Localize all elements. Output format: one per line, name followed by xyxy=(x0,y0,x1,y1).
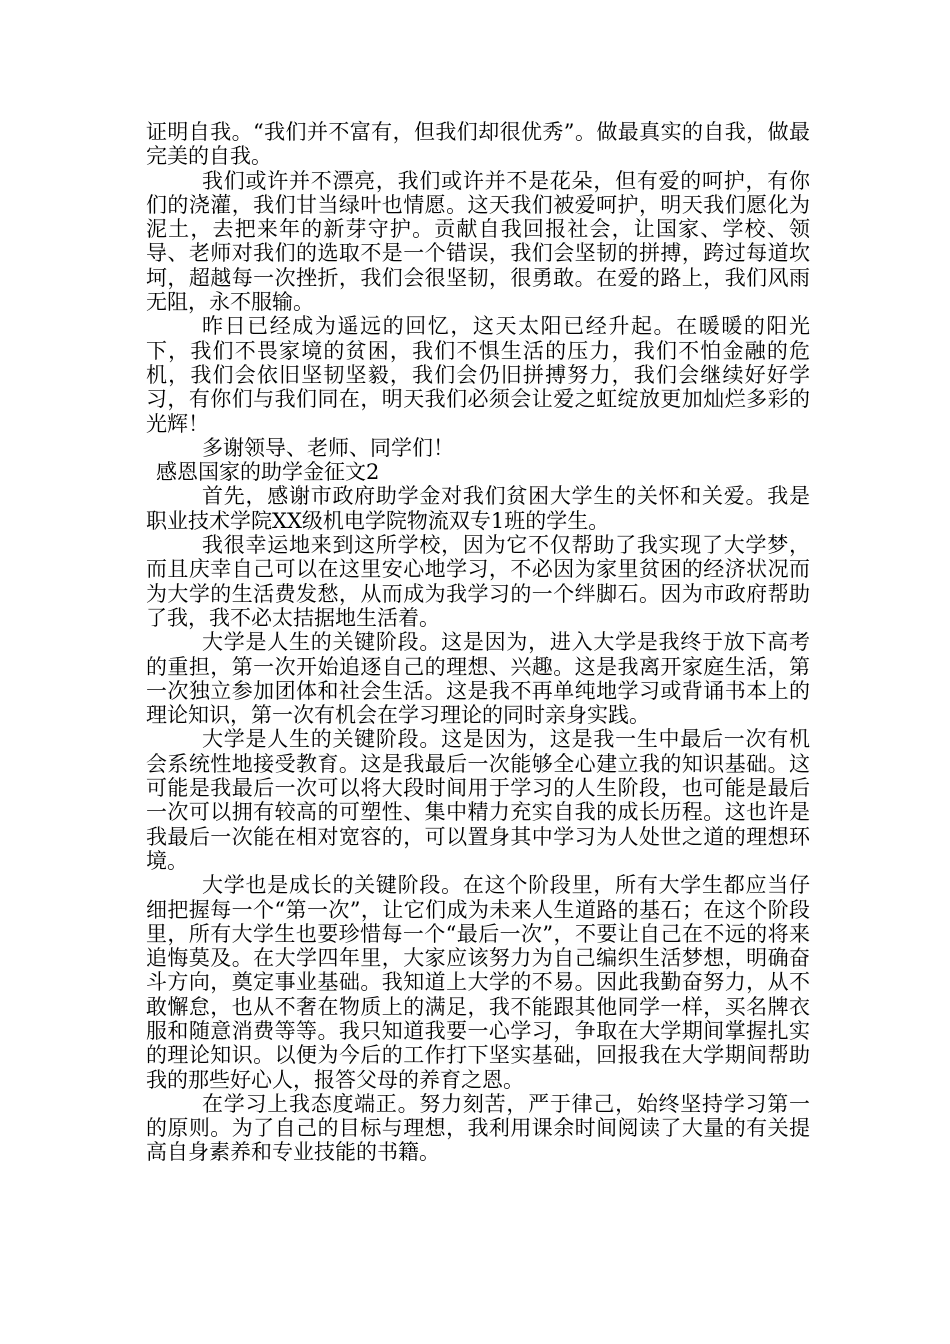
essay-title: 感恩国家的助学金征文2 xyxy=(156,460,380,485)
paragraph-7: 大学是人生的关键阶段。这是因为，进入大学是我终于放下高考的重担，第一次开始追逐自己的理想、兴趣。这是我离开家庭生活，第一次独立参加团体和社会生活。这是我不再单纯地学习或背诵书本上的理论知识，第一次有机会在学习理论的同时亲身实践。 xyxy=(146,630,810,728)
paragraph-1: 证明自我。“我们并不富有，但我们却很优秀”。做最真实的自我，做最完美的自我。 xyxy=(146,120,810,169)
document-page xyxy=(146,120,810,1165)
paragraph-5: 首先，感谢市政府助学金对我们贫困大学生的关怀和关爱。我是职业技术学院XX级机电学院物流双专1班的学生。 xyxy=(146,484,810,533)
paragraph-3: 昨日已经成为遥远的回忆，这天太阳已经升起。在暖暖的阳光下，我们不畏家境的贫困，我们不惧生活的压力，我们不怕金融的危机，我们会依旧坚韧坚毅，我们会仍旧拼搏努力，我们会继续好好学习，有你们与我们同在，明天我们必须会让爱之虹绽放更加灿烂多彩的光辉！ xyxy=(146,314,810,436)
paragraph-9: 大学也是成长的关键阶段。在这个阶段里，所有大学生都应当仔细把握每一个“第一次”，让它们成为未来人生道路的基石；在这个阶段里，所有大学生也要珍惜每一个“最后一次”，不要让自己在不远的将来追悔莫及。在大学四年里，大家应该努力为自己编织生活梦想，明确奋斗方向，奠定事业基础。我知道上大学的不易。因此我勤奋努力，从不敢懈怠，也从不奢在物质上的满足，我不能跟其他同学一样，买名牌衣服和随意消费等等。我只知道我要一心学习，争取在大学期间掌握扎实的理论知识。以便为今后的工作打下坚实基础，回报我在大学期间帮助我的那些好心人，报答父母的养育之恩。 xyxy=(146,873,810,1092)
paragraph-2: 我们或许并不漂亮，我们或许并不是花朵，但有爱的呵护，有你们的浇灌，我们甘当绿叶也情愿。这天我们被爱呵护，明天我们愿化为泥土，去把来年的新芽守护。贡献自我回报社会，让国家、学校、领导、老师对我们的选取不是一个错误，我们会坚韧的拼搏，跨过每道坎坷，超越每一次挫折，我们会很坚韧，很勇敢。在爱的路上，我们风雨无阻，永不服输。 xyxy=(146,168,810,315)
paragraph-6: 我很幸运地来到这所学校，因为它不仅帮助了我实现了大学梦，而且庆幸自己可以在这里安心地学习，不必因为家里贫困的经济状况而为大学的生活费发愁，从而成为我学习的一个绊脚石。因为市政府帮助了我，我不必太拮据地生活着。 xyxy=(146,533,810,630)
paragraph-thanks: 多谢领导、老师、同学们！ xyxy=(202,435,454,460)
paragraph-10: 在学习上我态度端正。努力刻苦，严于律己，始终坚持学习第一的原则。为了自己的目标与理想，我利用课余时间阅读了大量的有关提高自身素养和专业技能的书籍。 xyxy=(146,1091,810,1165)
paragraph-8: 大学是人生的关键阶段。这是因为，这是我一生中最后一次有机会系统性地接受教育。这是我最后一次能够全心建立我的知识基础。这可能是我最后一次可以将大段时间用于学习的人生阶段，也可能是最后一次可以拥有较高的可塑性、集中精力充实自我的成长历程。这也许是我最后一次能在相对宽容的，可以置身其中学习为人处世之道的理想环境。 xyxy=(146,727,810,873)
